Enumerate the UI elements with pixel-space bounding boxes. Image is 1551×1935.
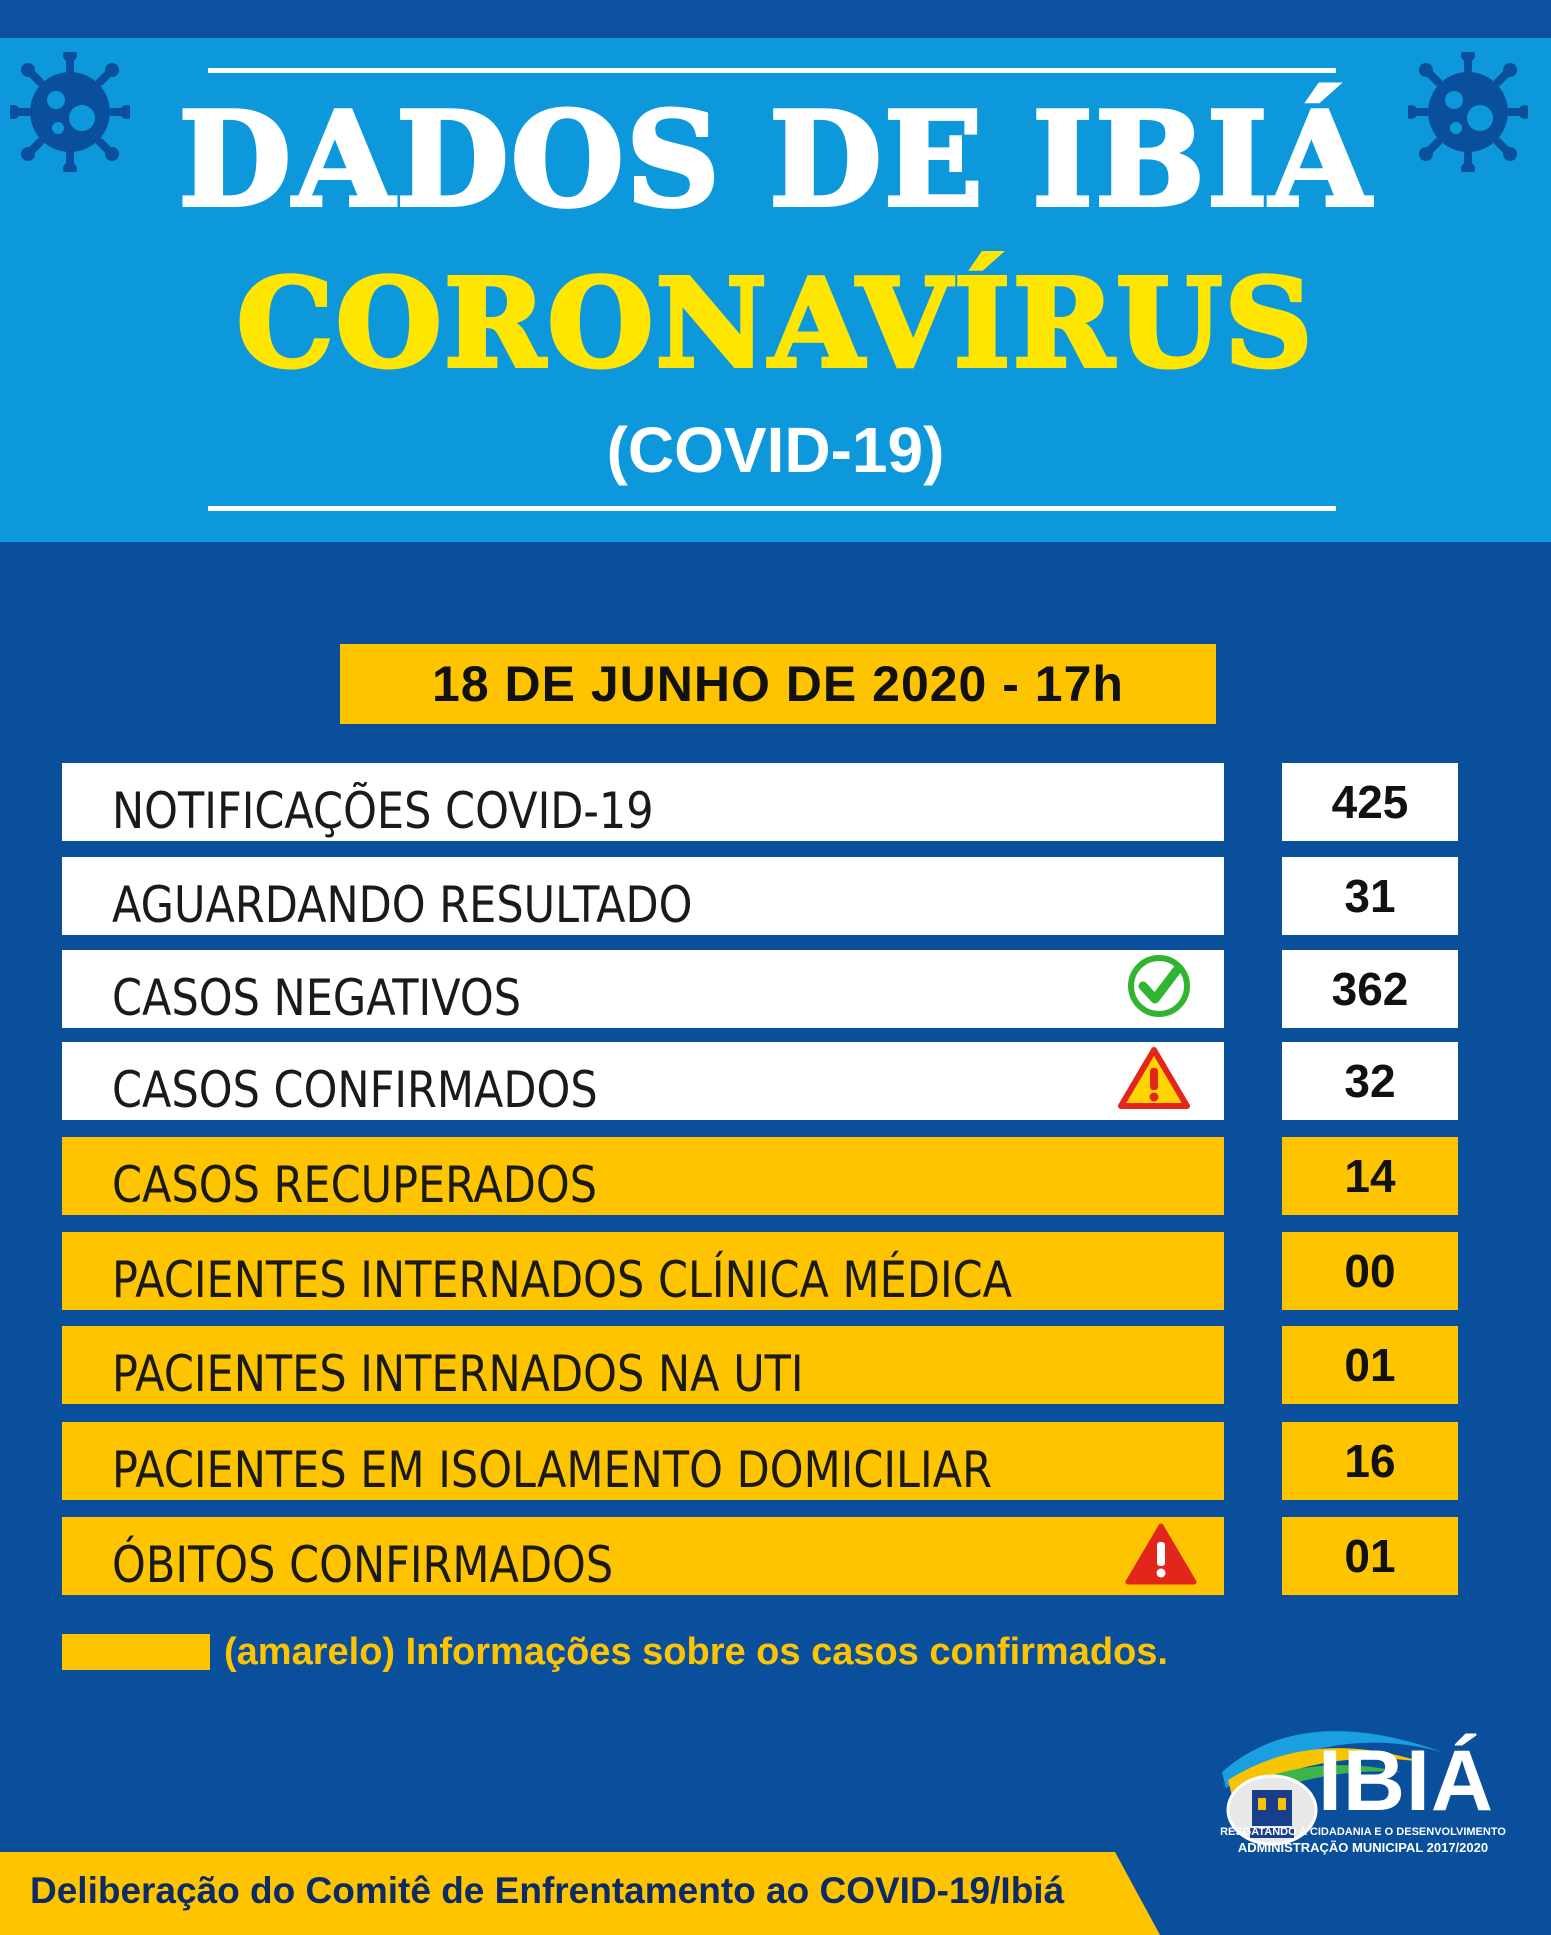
row-value-confirmados: 32 [1282, 1042, 1458, 1120]
date-label: 18 DE JUNHO DE 2020 - 17h [340, 644, 1216, 724]
legend-text: (amarelo) Informações sobre os casos confirmados. [224, 1631, 1168, 1673]
row-label-text: ÓBITOS CONFIRMADOS [112, 1536, 614, 1594]
row-label-aguardando [62, 857, 1224, 935]
row-label-text: NOTIFICAÇÕES COVID-19 [112, 782, 654, 840]
row-label-isolamento [62, 1422, 1224, 1500]
title-line-1: DADOS DE IBIÁ [178, 83, 1373, 236]
row-label-uti [62, 1326, 1224, 1404]
logo-name: IBIÁ [1318, 1733, 1494, 1829]
row-label-recuperados [62, 1137, 1224, 1215]
warning-icon [1125, 1522, 1197, 1586]
row-value-obitos: 01 [1282, 1517, 1458, 1595]
row-value-clinica-medica: 00 [1282, 1232, 1458, 1310]
row-value-uti: 01 [1282, 1326, 1458, 1404]
legend-swatch [62, 1634, 210, 1670]
row-label-obitos [62, 1517, 1224, 1595]
row-label-clinica-medica [62, 1232, 1224, 1310]
title-line-3: (COVID-19) [606, 414, 945, 486]
row-label-text: AGUARDANDO RESULTADO [112, 876, 693, 934]
title-line-2: CORONAVÍRUS [236, 251, 1315, 395]
row-value-negativos: 362 [1282, 950, 1458, 1028]
row-value-recuperados: 14 [1282, 1137, 1458, 1215]
row-label-text: PACIENTES EM ISOLAMENTO DOMICILIAR [112, 1441, 992, 1499]
row-label-text: CASOS CONFIRMADOS [112, 1061, 598, 1119]
footer-text: Deliberação do Comitê de Enfrentamento ao COVID-19/Ibiá [30, 1870, 1065, 1911]
logo-tagline: RESGATANDO A CIDADANIA E O DESENVOLVIMENTO [1220, 1826, 1506, 1838]
check-icon [1125, 954, 1193, 1018]
row-label-notificacoes [62, 763, 1224, 841]
row-value-aguardando: 31 [1282, 857, 1458, 935]
row-label-text: CASOS NEGATIVOS [112, 969, 522, 1027]
logo-subtitle: ADMINISTRAÇÃO MUNICIPAL 2017/2020 [1237, 1840, 1489, 1855]
warning-icon [1117, 1046, 1191, 1110]
row-label-text: PACIENTES INTERNADOS CLÍNICA MÉDICA [112, 1251, 1013, 1309]
header-divider-bottom [208, 506, 1336, 511]
header-divider-top [208, 68, 1336, 73]
row-label-text: PACIENTES INTERNADOS NA UTI [112, 1345, 804, 1403]
row-value-notificacoes: 425 [1282, 763, 1458, 841]
top-strip [0, 0, 1551, 38]
row-label-text: CASOS RECUPERADOS [112, 1156, 597, 1214]
row-value-isolamento: 16 [1282, 1422, 1458, 1500]
row-label-negativos [62, 950, 1224, 1028]
row-label-confirmados [62, 1042, 1224, 1120]
